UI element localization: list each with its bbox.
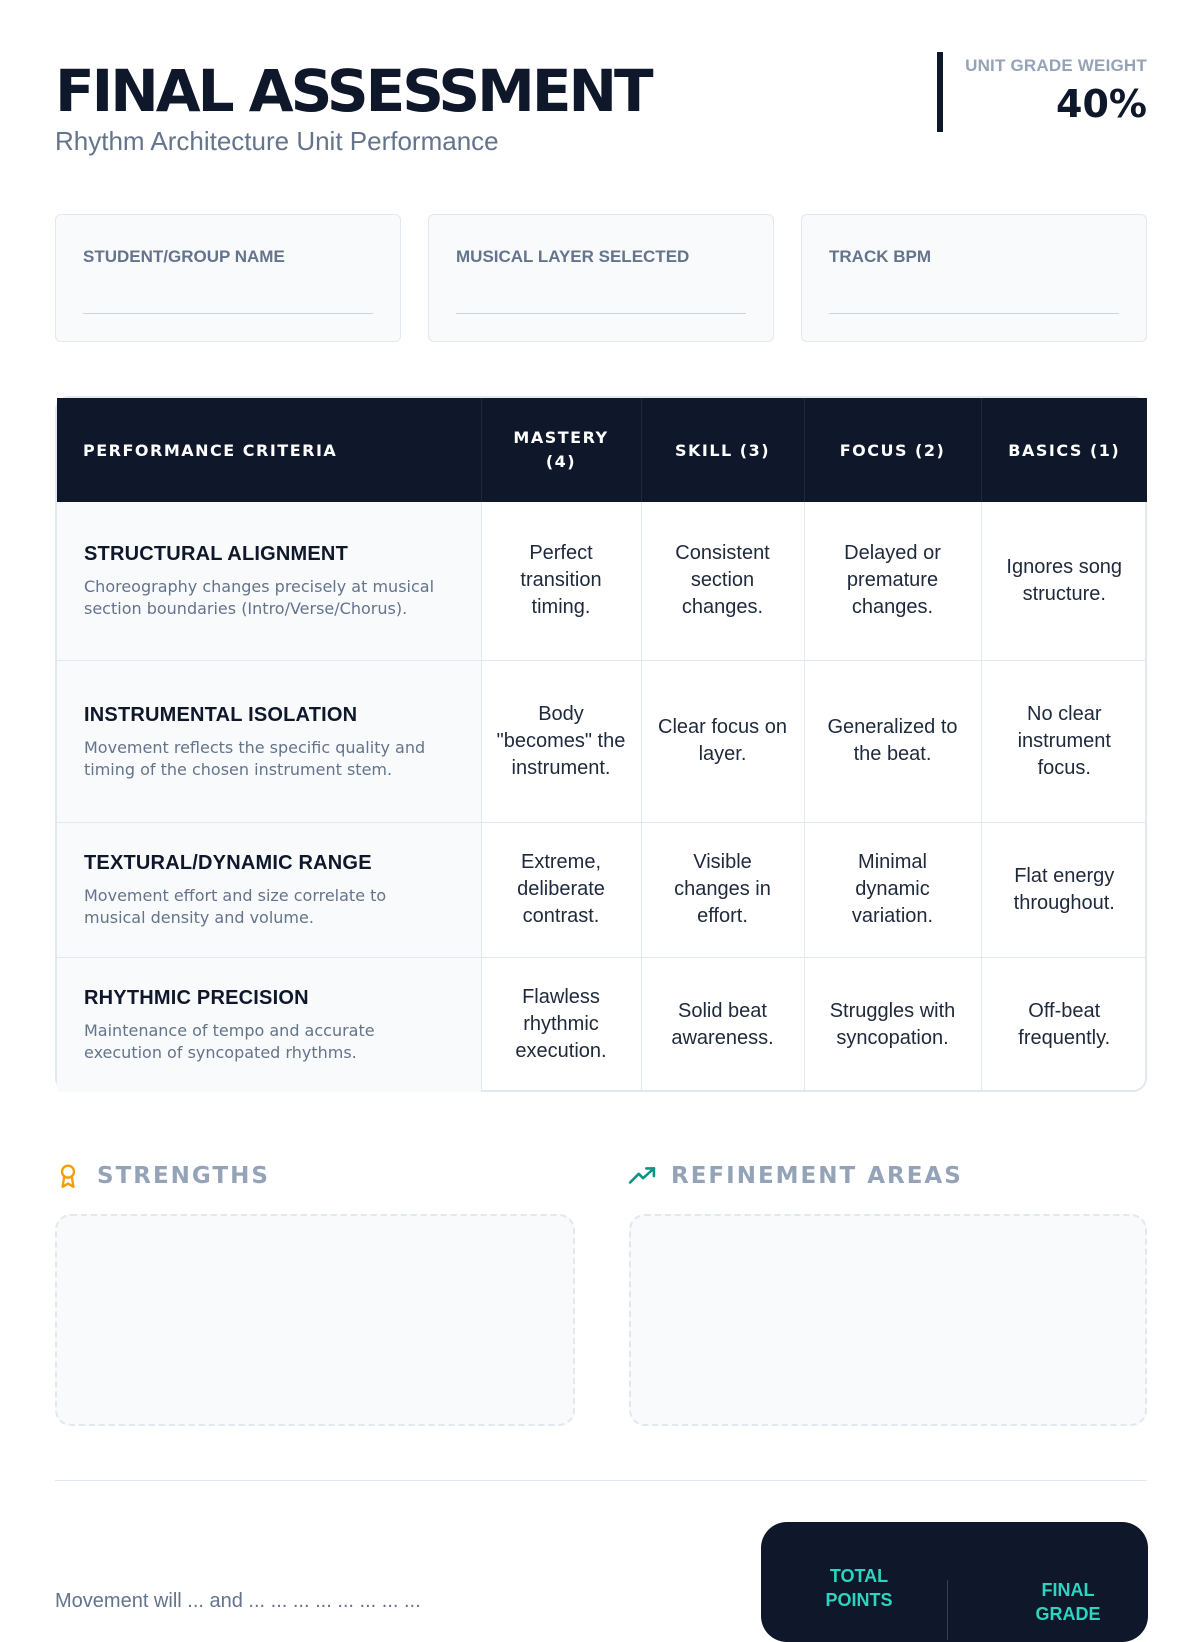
level-cell-mastery: Body "becomes" the instrument. (481, 660, 641, 822)
footnote-text: Movement will ... and ... ... ... ... ... ... ... ... (55, 1590, 421, 1612)
level-cell-basics: Off-beat frequently. (981, 957, 1147, 1092)
level-cell-basics: Ignores song structure. (981, 502, 1147, 660)
refinement-title: REFINEMENT AREAS (671, 1163, 963, 1189)
page-title: FINAL ASSESSMENT (55, 57, 651, 125)
criteria-description: Maintenance of tempo and accurate execution of syncopated rhythms. (84, 1021, 375, 1063)
table-row (57, 822, 1147, 957)
header-criteria: PERFORMANCE CRITERIA (57, 398, 481, 502)
rubric-header-row (57, 398, 1147, 502)
section-divider (55, 1480, 1147, 1481)
level-cell-mastery: Perfect transition timing. (481, 502, 641, 660)
musical-layer-field[interactable] (428, 214, 774, 342)
criteria-cell (57, 822, 481, 957)
level-cell-basics: No clear instrument focus. (981, 660, 1147, 822)
level-cell-skill: Clear focus on layer. (641, 660, 804, 822)
rubric-table (55, 396, 1147, 1092)
musical-layer-input-line[interactable] (456, 313, 746, 314)
page-subtitle: Rhythm Architecture Unit Performance (55, 126, 499, 156)
student-name-input-line[interactable] (83, 313, 373, 314)
score-card (761, 1522, 1148, 1642)
level-cell-basics: Flat energy throughout. (981, 822, 1147, 957)
criteria-name: RHYTHMIC PRECISION (84, 987, 309, 1010)
level-cell-skill: Visible changes in effort. (641, 822, 804, 957)
award-icon (55, 1163, 81, 1189)
musical-layer-label: MUSICAL LAYER SELECTED (456, 247, 690, 266)
level-cell-mastery: Flawless rhythmic execution. (481, 957, 641, 1092)
header-mastery: MASTERY (4) (481, 398, 641, 502)
level-cell-mastery: Extreme, deliberate contrast. (481, 822, 641, 957)
final-grade-label: FINAL GRADE (1035, 1580, 1101, 1624)
level-cell-skill: Consistent section changes. (641, 502, 804, 660)
criteria-description: Movement reflects the specific quality and timing of the chosen instrument stem. (84, 737, 426, 779)
grade-weight-block (937, 52, 1147, 132)
criteria-description: Choreography changes precisely at musical section boundaries (Intro/Verse/Chorus). (84, 577, 435, 619)
strengths-title: STRENGTHS (97, 1163, 270, 1189)
level-cell-focus: Minimal dynamic variation. (804, 822, 981, 957)
student-name-label: STUDENT/GROUP NAME (83, 247, 285, 266)
criteria-description: Movement effort and size correlate to musical density and volume. (84, 886, 387, 927)
table-row (57, 957, 1147, 1092)
total-points-label: TOTAL POINTS (825, 1566, 893, 1610)
table-row (57, 502, 1147, 660)
refinement-heading (629, 1160, 963, 1192)
student-name-field[interactable] (55, 214, 401, 342)
strengths-heading (55, 1160, 270, 1192)
refinement-input-box[interactable] (629, 1214, 1147, 1426)
grade-weight-label: UNIT GRADE WEIGHT (965, 56, 1147, 75)
header-skill: SKILL (3) (641, 398, 804, 502)
criteria-name: STRUCTURAL ALIGNMENT (84, 543, 348, 566)
track-bpm-field[interactable] (801, 214, 1147, 342)
level-cell-skill: Solid beat awareness. (641, 957, 804, 1092)
trending-up-icon (629, 1163, 655, 1189)
criteria-cell (57, 660, 481, 822)
table-row (57, 660, 1147, 822)
grade-weight-value: 40% (1056, 82, 1147, 126)
level-cell-focus: Struggles with syncopation. (804, 957, 981, 1092)
header (55, 52, 1147, 162)
criteria-cell (57, 957, 481, 1092)
criteria-name: INSTRUMENTAL ISOLATION (84, 703, 358, 726)
header-focus: FOCUS (2) (804, 398, 981, 502)
track-bpm-label: TRACK BPM (829, 247, 931, 266)
track-bpm-input-line[interactable] (829, 313, 1119, 314)
criteria-name: TEXTURAL/DYNAMIC RANGE (84, 852, 372, 874)
level-cell-focus: Generalized to the beat. (804, 660, 981, 822)
level-cell-focus: Delayed or premature changes. (804, 502, 981, 660)
criteria-cell (57, 502, 481, 660)
header-basics: BASICS (1) (981, 398, 1147, 502)
strengths-input-box[interactable] (55, 1214, 575, 1426)
score-separator (947, 1580, 948, 1640)
